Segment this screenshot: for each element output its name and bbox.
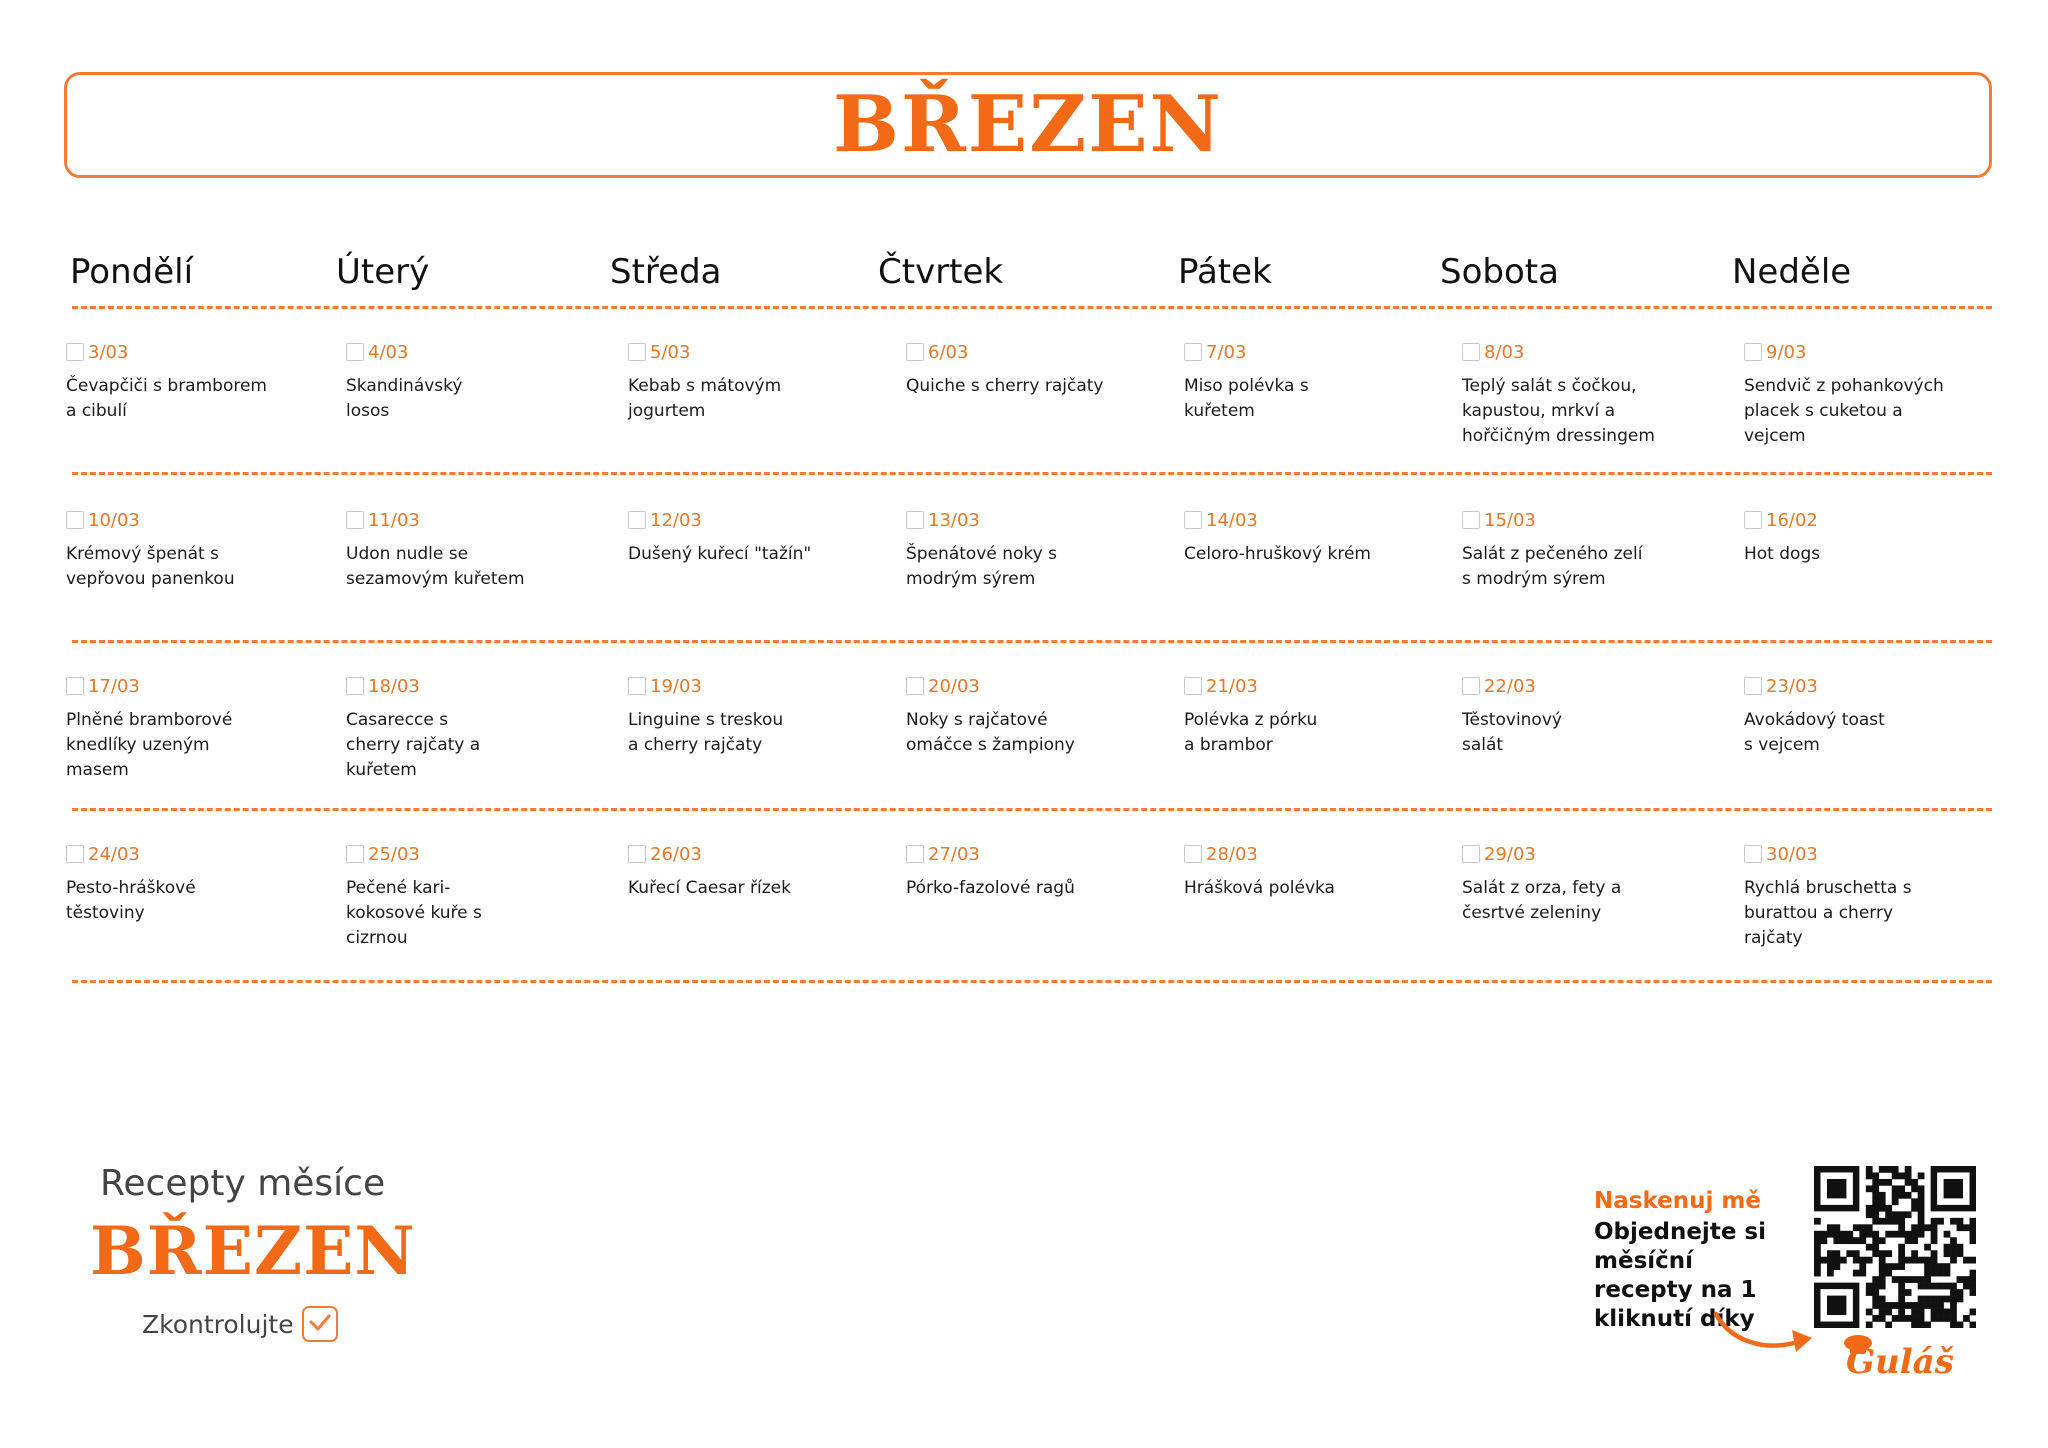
- meal-checkbox[interactable]: [1744, 343, 1762, 361]
- meal-dish-line: kuřetem: [346, 760, 417, 780]
- meal-dish: [906, 876, 1171, 901]
- meal-date-row: [1184, 842, 1449, 866]
- title-banner: [64, 72, 1992, 178]
- meal-dish: [66, 708, 331, 783]
- meal-date: 20/03: [928, 675, 980, 697]
- meal-date: 26/03: [650, 843, 702, 865]
- meal-dish-line: Rychlá bruschetta s: [1744, 878, 1912, 898]
- meal-cell: [1744, 674, 2009, 758]
- meal-dish-line: s modrým sýrem: [1462, 569, 1606, 589]
- meal-date-row: [66, 842, 331, 866]
- meal-date: 5/03: [650, 341, 691, 363]
- day-header: Pátek: [1178, 252, 1272, 292]
- meal-date: 27/03: [928, 843, 980, 865]
- meal-dish-line: Dušený kuřecí "tažín": [628, 544, 812, 564]
- meal-dish: [1462, 708, 1727, 758]
- meal-date-row: [1744, 340, 2009, 364]
- meal-checkbox[interactable]: [66, 677, 84, 695]
- meal-dish-line: rajčaty: [1744, 928, 1803, 948]
- meal-date: 3/03: [88, 341, 129, 363]
- meal-dish-line: Teplý salát s čočkou,: [1462, 376, 1637, 396]
- meal-checkbox[interactable]: [1462, 511, 1480, 529]
- meal-checkbox[interactable]: [66, 511, 84, 529]
- meal-date-row: [1462, 340, 1727, 364]
- meal-dish-line: Salát z pečeného zelí: [1462, 544, 1643, 564]
- meal-dish-line: vepřovou panenkou: [66, 569, 235, 589]
- meal-checkbox[interactable]: [346, 511, 364, 529]
- meal-dish: [906, 708, 1171, 758]
- brand-logo: Guláš: [1846, 1342, 1954, 1382]
- meal-date: 24/03: [88, 843, 140, 865]
- meal-dish: [1744, 542, 2009, 567]
- meal-checkbox[interactable]: [628, 511, 646, 529]
- meal-cell: [1744, 508, 2009, 567]
- meal-dish: [906, 542, 1171, 592]
- meal-dish-line: Hot dogs: [1744, 544, 1821, 564]
- meal-date: 23/03: [1766, 675, 1818, 697]
- meal-dish: [1744, 876, 2009, 951]
- meal-date-row: [66, 674, 331, 698]
- meal-cell: [1744, 340, 2009, 449]
- footer-title: BŘEZEN: [90, 1212, 416, 1290]
- meal-checkbox[interactable]: [628, 677, 646, 695]
- meal-cell: [906, 508, 1171, 592]
- meal-date: 7/03: [1206, 341, 1247, 363]
- arrow-icon: [1712, 1310, 1816, 1358]
- meal-dish-line: a cherry rajčaty: [628, 735, 763, 755]
- day-header: Středa: [610, 252, 722, 292]
- meal-checkbox[interactable]: [1744, 677, 1762, 695]
- meal-date-row: [346, 508, 611, 532]
- meal-date-row: [66, 340, 331, 364]
- meal-checkbox[interactable]: [1462, 677, 1480, 695]
- meal-checkbox[interactable]: [1462, 845, 1480, 863]
- meal-date: 18/03: [368, 675, 420, 697]
- meal-date-row: [628, 674, 893, 698]
- meal-dish-line: omáčce s žampiony: [906, 735, 1075, 755]
- day-header: Sobota: [1440, 252, 1559, 292]
- meal-cell: [1184, 508, 1449, 567]
- meal-cell: [1184, 674, 1449, 758]
- meal-checkbox[interactable]: [1184, 845, 1202, 863]
- meal-cell: [346, 508, 611, 592]
- meal-dish: [66, 542, 331, 592]
- meal-date-row: [66, 508, 331, 532]
- meal-checkbox[interactable]: [346, 677, 364, 695]
- meal-date-row: [906, 842, 1171, 866]
- meal-dish-line: Pórko-fazolové ragů: [906, 878, 1075, 898]
- meal-cell: [1744, 842, 2009, 951]
- meal-date: 10/03: [88, 509, 140, 531]
- meal-dish-line: modrým sýrem: [906, 569, 1036, 589]
- meal-date: 28/03: [1206, 843, 1258, 865]
- meal-cell: [628, 340, 893, 424]
- meal-checkbox[interactable]: [1184, 511, 1202, 529]
- meal-dish-line: Linguine s treskou: [628, 710, 784, 730]
- meal-dish-line: sezamovým kuřetem: [346, 569, 525, 589]
- meal-date: 6/03: [928, 341, 969, 363]
- meal-dish-line: knedlíky uzeným: [66, 735, 210, 755]
- meal-dish-line: česrtvé zeleniny: [1462, 903, 1602, 923]
- meal-date-row: [1184, 340, 1449, 364]
- meal-checkbox[interactable]: [66, 845, 84, 863]
- meal-cell: [628, 508, 893, 567]
- meal-cell: [346, 674, 611, 783]
- day-header: Neděle: [1732, 252, 1852, 292]
- meal-dish-line: kokosové kuře s: [346, 903, 482, 923]
- meal-checkbox[interactable]: [906, 511, 924, 529]
- meal-date-row: [1744, 842, 2009, 866]
- meal-dish-line: kapustou, mrkví a: [1462, 401, 1616, 421]
- meal-dish: [1184, 542, 1449, 567]
- meal-dish: [66, 374, 331, 424]
- meal-date: 12/03: [650, 509, 702, 531]
- meal-dish-line: placek s cuketou a: [1744, 401, 1903, 421]
- meal-dish-line: kuřetem: [1184, 401, 1255, 421]
- footer-check-label: Zkontrolujte: [142, 1310, 294, 1339]
- meal-cell: [66, 842, 331, 926]
- meal-date-row: [906, 340, 1171, 364]
- meal-dish-line: Skandinávský: [346, 376, 463, 396]
- meal-dish-line: Miso polévka s: [1184, 376, 1309, 396]
- meal-dish: [628, 374, 893, 424]
- meal-dish: [906, 374, 1171, 399]
- meal-dish-line: a cibulí: [66, 401, 127, 421]
- meal-date: 22/03: [1484, 675, 1536, 697]
- meal-dish-line: vejcem: [1744, 426, 1806, 446]
- meal-dish: [628, 876, 893, 901]
- meal-date: 8/03: [1484, 341, 1525, 363]
- meal-dish: [346, 708, 611, 783]
- meal-date-row: [346, 842, 611, 866]
- meal-date-row: [1462, 674, 1727, 698]
- meal-dish-line: Plněné bramborové: [66, 710, 233, 730]
- meal-date-row: [906, 508, 1171, 532]
- meal-date: 4/03: [368, 341, 409, 363]
- meal-dish-line: burattou a cherry: [1744, 903, 1894, 923]
- meal-cell: [906, 340, 1171, 399]
- meal-date-row: [1744, 508, 2009, 532]
- meal-date-row: [346, 340, 611, 364]
- meal-checkbox[interactable]: [906, 677, 924, 695]
- meal-date: 29/03: [1484, 843, 1536, 865]
- meal-dish: [1184, 708, 1449, 758]
- meal-dish: [1184, 876, 1449, 901]
- meal-cell: [1462, 842, 1727, 926]
- meal-date-row: [628, 340, 893, 364]
- meal-date-row: [1462, 842, 1727, 866]
- meal-dish-line: Noky s rajčatové: [906, 710, 1048, 730]
- meal-dish-line: Krémový špenát s: [66, 544, 219, 564]
- dashed-divider: [72, 980, 1992, 983]
- meal-dish-line: cizrnou: [346, 928, 408, 948]
- meal-dish: [66, 876, 331, 926]
- meal-dish: [1462, 374, 1727, 449]
- meal-date: 9/03: [1766, 341, 1807, 363]
- meal-dish-line: Salát z orza, fety a: [1462, 878, 1622, 898]
- footer-checkmark-icon: [302, 1306, 338, 1342]
- meal-date: 13/03: [928, 509, 980, 531]
- meal-dish-line: a brambor: [1184, 735, 1273, 755]
- meal-checkbox[interactable]: [346, 845, 364, 863]
- scan-text: Objednejte si měsíční recepty na 1 kliknutí díky: [1594, 1219, 1766, 1332]
- meal-dish: [1744, 708, 2009, 758]
- meal-date-row: [1184, 674, 1449, 698]
- meal-dish-line: Sendvič z pohankových: [1744, 376, 1944, 396]
- meal-dish-line: Celoro-hruškový krém: [1184, 544, 1371, 564]
- meal-dish-line: s vejcem: [1744, 735, 1820, 755]
- meal-dish-line: Špenátové noky s: [906, 544, 1057, 564]
- meal-dish-line: masem: [66, 760, 129, 780]
- meal-dish: [1744, 374, 2009, 449]
- meal-checkbox[interactable]: [628, 343, 646, 361]
- meal-checkbox[interactable]: [906, 845, 924, 863]
- qr-code-icon[interactable]: [1814, 1166, 1976, 1328]
- meal-dish-line: Udon nudle se: [346, 544, 469, 564]
- meal-date: 25/03: [368, 843, 420, 865]
- meal-dish-line: Kuřecí Caesar řízek: [628, 878, 791, 898]
- meal-date-row: [628, 842, 893, 866]
- meal-cell: [66, 674, 331, 783]
- meal-cell: [628, 674, 893, 758]
- meal-date: 30/03: [1766, 843, 1818, 865]
- meal-dish: [346, 542, 611, 592]
- meal-dish: [1462, 876, 1727, 926]
- meal-date-row: [1462, 508, 1727, 532]
- dashed-divider: [72, 640, 1992, 643]
- meal-checkbox[interactable]: [906, 343, 924, 361]
- meal-checkbox[interactable]: [1744, 511, 1762, 529]
- meal-date: 16/02: [1766, 509, 1818, 531]
- meal-cell: [906, 842, 1171, 901]
- meal-dish-line: Kebab s mátovým: [628, 376, 782, 396]
- page-title: BŘEZEN: [833, 79, 1223, 170]
- dashed-divider: [72, 472, 1992, 475]
- meal-checkbox[interactable]: [66, 343, 84, 361]
- meal-date-row: [346, 674, 611, 698]
- meal-dish-line: cherry rajčaty a: [346, 735, 481, 755]
- meal-dish-line: Pečené kari-: [346, 878, 451, 898]
- meal-date-row: [628, 508, 893, 532]
- meal-checkbox[interactable]: [1184, 677, 1202, 695]
- footer-subtitle: Recepty měsíce: [100, 1163, 386, 1204]
- meal-dish: [1462, 542, 1727, 592]
- meal-dish-line: jogurtem: [628, 401, 706, 421]
- dashed-divider: [72, 808, 1992, 811]
- meal-cell: [346, 340, 611, 424]
- meal-cell: [1462, 674, 1727, 758]
- meal-dish: [628, 708, 893, 758]
- meal-cell: [1462, 340, 1727, 449]
- meal-dish-line: Čevapčiči s bramborem: [66, 376, 267, 396]
- meal-date: 21/03: [1206, 675, 1258, 697]
- meal-dish-line: Avokádový toast: [1744, 710, 1885, 730]
- meal-date-row: [906, 674, 1171, 698]
- meal-date: 17/03: [88, 675, 140, 697]
- meal-cell: [906, 674, 1171, 758]
- meal-dish-line: salát: [1462, 735, 1504, 755]
- meal-dish-line: Casarecce s: [346, 710, 449, 730]
- day-header: Čtvrtek: [878, 252, 1004, 292]
- dashed-divider: [72, 306, 1992, 309]
- meal-dish-line: Hrášková polévka: [1184, 878, 1335, 898]
- meal-dish-line: hořčičným dressingem: [1462, 426, 1655, 446]
- meal-checkbox[interactable]: [1184, 343, 1202, 361]
- meal-checkbox[interactable]: [1462, 343, 1480, 361]
- meal-dish: [628, 542, 893, 567]
- meal-date: 14/03: [1206, 509, 1258, 531]
- meal-date-row: [1744, 674, 2009, 698]
- scan-title: Naskenuj mě: [1594, 1188, 1761, 1214]
- meal-cell: [628, 842, 893, 901]
- day-header: Pondělí: [70, 252, 194, 292]
- meal-date: 19/03: [650, 675, 702, 697]
- meal-checkbox[interactable]: [1744, 845, 1762, 863]
- meal-dish: [346, 876, 611, 951]
- meal-dish-line: Pesto-hráškové: [66, 878, 196, 898]
- meal-dish-line: losos: [346, 401, 390, 421]
- meal-dish: [1184, 374, 1449, 424]
- meal-dish-line: Těstovinový: [1462, 710, 1562, 730]
- meal-dish-line: Quiche s cherry rajčaty: [906, 376, 1104, 396]
- meal-dish: [346, 374, 611, 424]
- meal-date: 11/03: [368, 509, 420, 531]
- meal-cell: [346, 842, 611, 951]
- meal-date: 15/03: [1484, 509, 1536, 531]
- meal-dish-line: těstoviny: [66, 903, 145, 923]
- meal-cell: [1462, 508, 1727, 592]
- day-header: Úterý: [336, 252, 430, 292]
- meal-checkbox[interactable]: [346, 343, 364, 361]
- meal-cell: [1184, 340, 1449, 424]
- meal-cell: [66, 508, 331, 592]
- meal-cell: [1184, 842, 1449, 901]
- meal-date-row: [1184, 508, 1449, 532]
- meal-dish-line: Polévka z pórku: [1184, 710, 1318, 730]
- meal-checkbox[interactable]: [628, 845, 646, 863]
- meal-cell: [66, 340, 331, 424]
